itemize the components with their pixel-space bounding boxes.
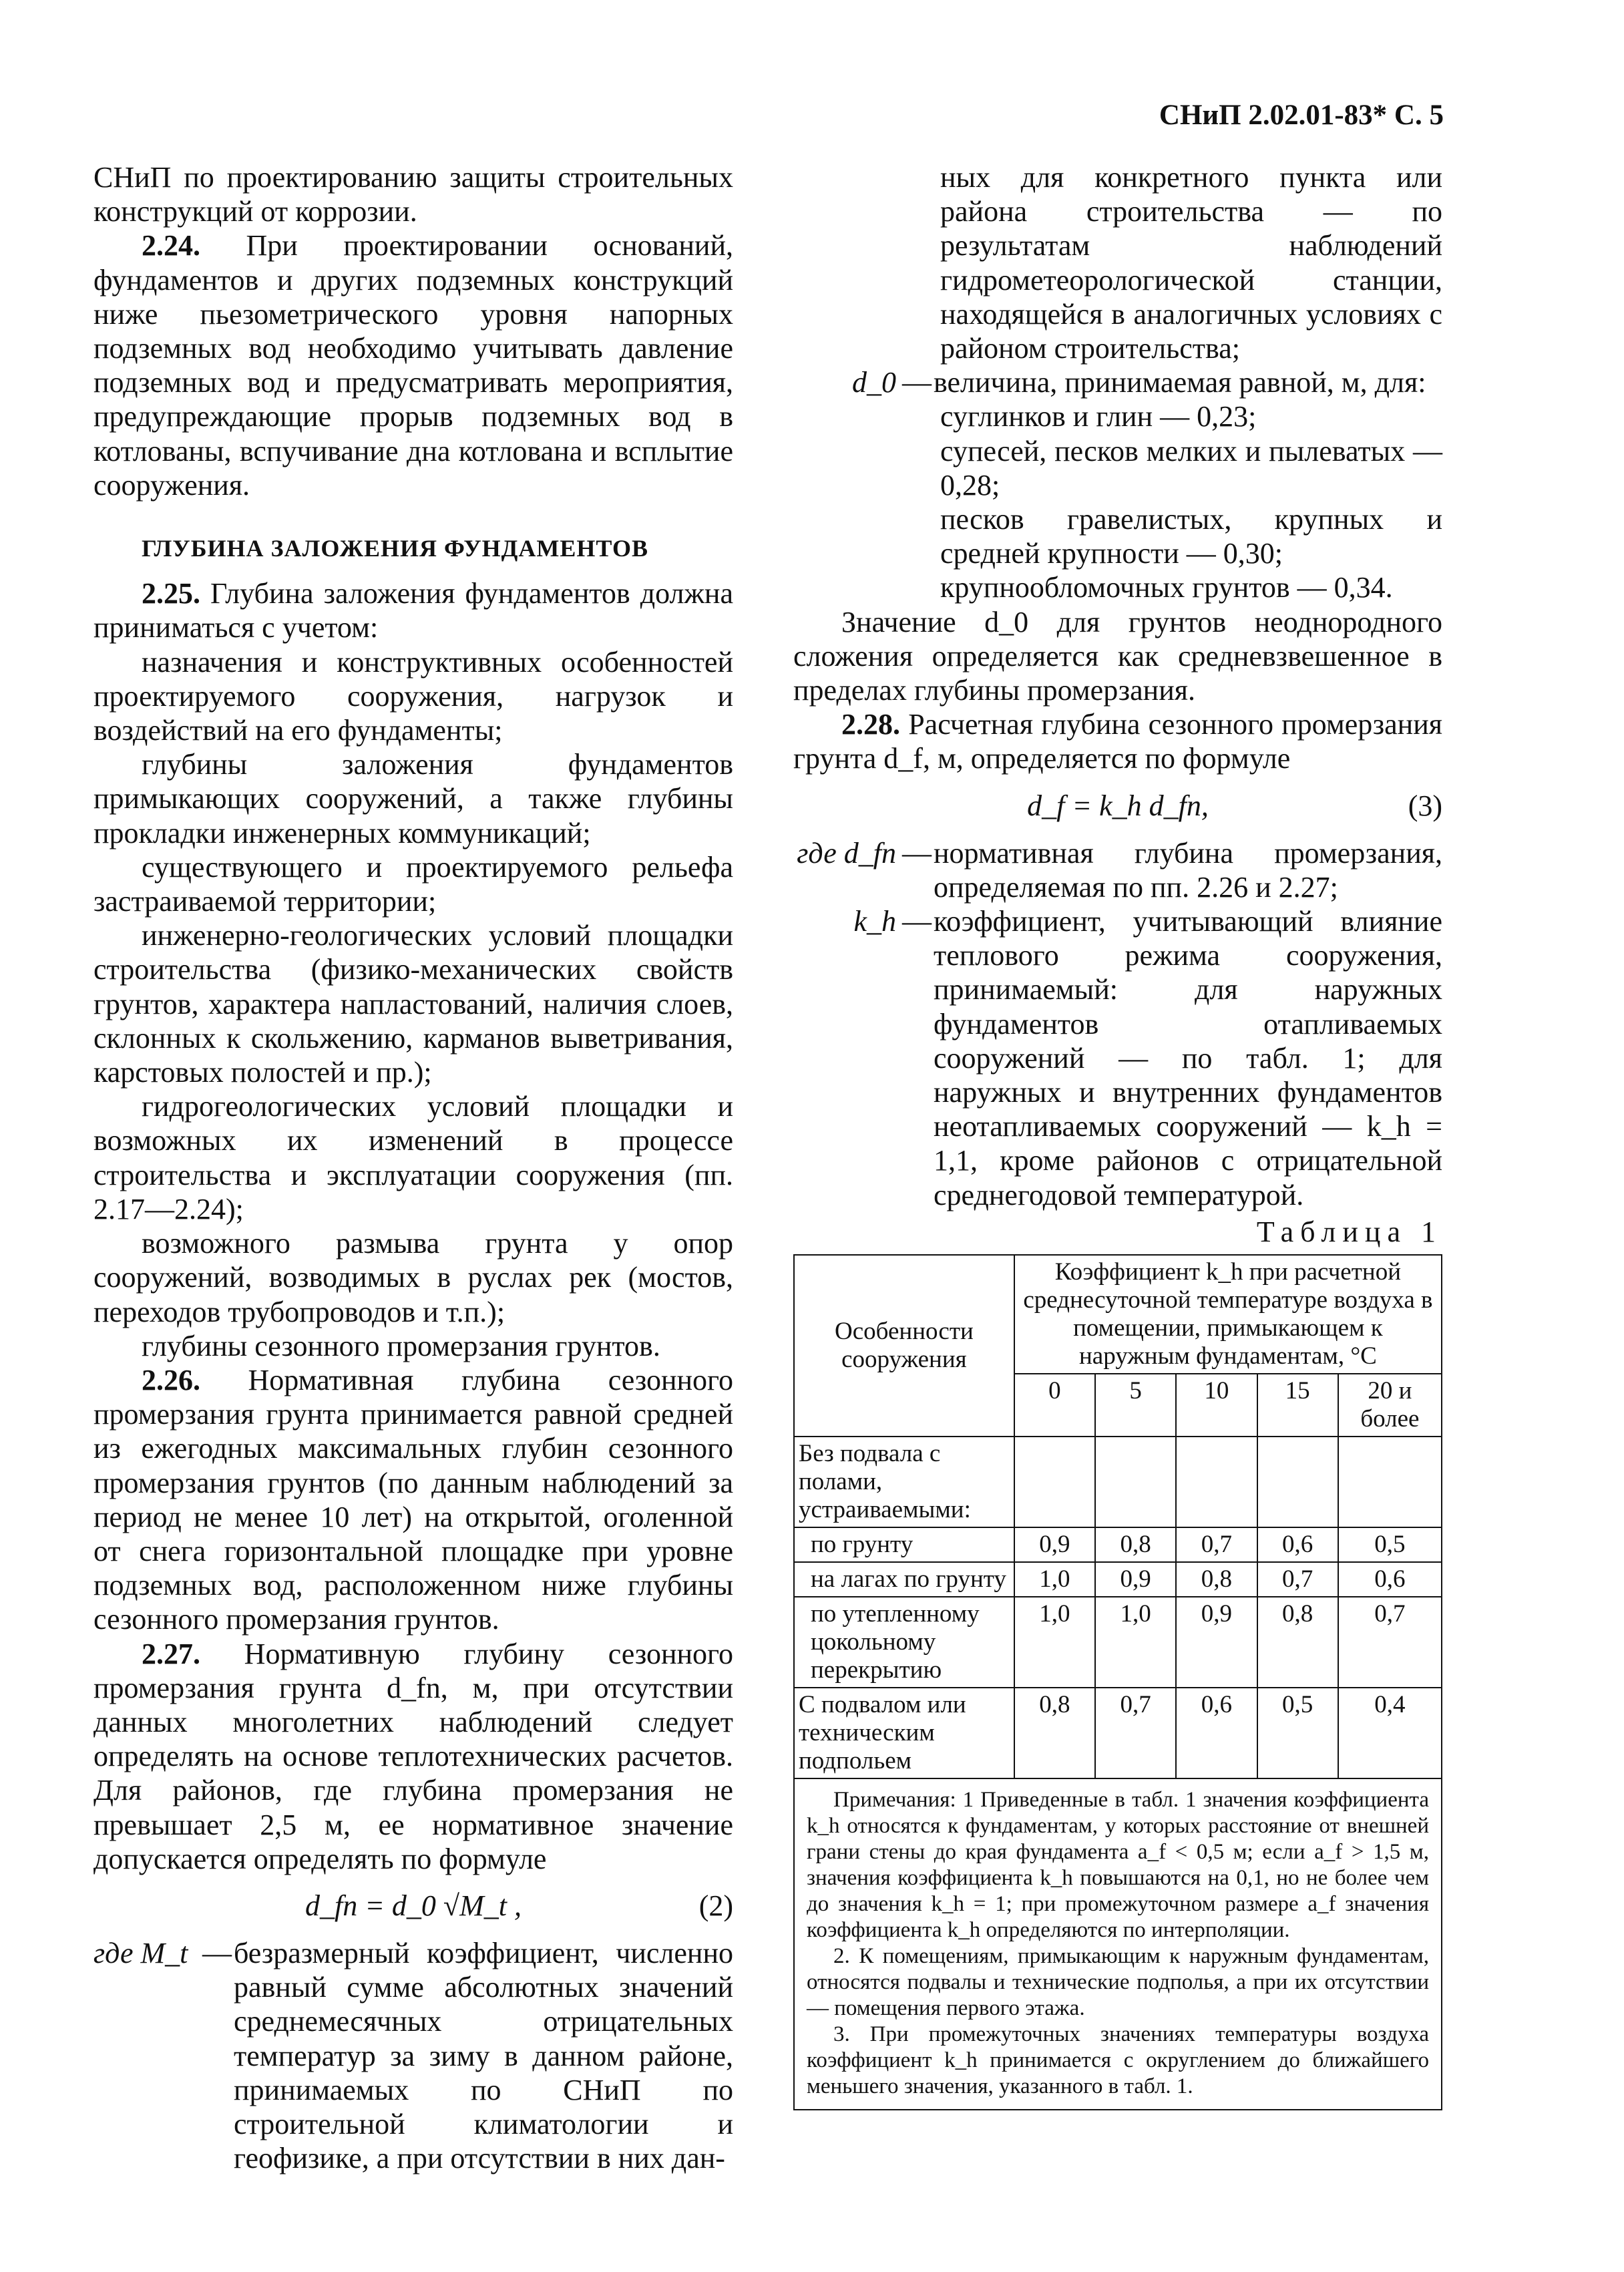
formula-3 (793, 783, 1442, 829)
table-group-label: Без подвала с полами, устраиваемыми: (794, 1437, 1014, 1527)
table-row (794, 1688, 1442, 1778)
note-2: 2. К помещениям, примыкающим к наружным фундаментам, относятся подвалы и технические подполья, а при их отсутствии — помещения первого этажа. (807, 1944, 1429, 2021)
table-row-label: по утепленному цокольному перекрытию (794, 1597, 1014, 1688)
clause-text: Нормативная глубина сезонного промерзания грунта принимается равной средней из ежегодных максимальных глубин сезонного промерзания грунтов (по данным наблюдений за период не менее 10 лет) на открытой, оголенной от снега горизонтальной площадке при уровне подземных вод, расположенном ниже глубины сезонного промерзания грунтов. (93, 1363, 733, 1636)
clause-number: 2.27. (142, 1637, 200, 1670)
left-column (93, 160, 733, 2175)
table-notes (793, 1779, 1442, 2110)
table-caption: Таблица 1 (1256, 1215, 1442, 1248)
list-item: глубины заложения фундаментов примыкающих сооружений, а также глубины прокладки инженерных коммуникаций; (93, 748, 733, 849)
table-cell: 0,9 (1014, 1527, 1095, 1562)
clause-2-27 (93, 1637, 733, 1876)
table-cell: 0,7 (1176, 1527, 1257, 1562)
definition-dash: — (902, 836, 932, 870)
clause-2-28 (793, 707, 1442, 775)
clause-text: Расчетная глубина сезонного промерзания грунта d_f, м, определяется по формуле (793, 708, 1442, 775)
table-row-label: С подвалом или техническим подпольем (794, 1688, 1014, 1778)
formula-2 (93, 1883, 733, 1929)
d0-item: супесей, песков мелких и пылеватых — 0,28; (940, 434, 1442, 502)
column-header-temp: 20 и более (1338, 1374, 1442, 1437)
definition-symbol: где d_fn (797, 836, 896, 870)
column-header-temp: 10 (1176, 1374, 1257, 1437)
table-cell: 0,6 (1257, 1527, 1338, 1562)
clause-number: 2.25. (142, 577, 200, 610)
paragraph-d0: Значение d_0 для грунтов неоднородного сложения определяется как средневзвешенное в пределах глубины промерзания. (793, 605, 1442, 707)
table-row (794, 1562, 1442, 1597)
table-cell: 0,7 (1257, 1562, 1338, 1597)
table-header-row (794, 1255, 1442, 1374)
table-row (794, 1527, 1442, 1562)
formula-expression: d_fn = d_0 √M_t , (305, 1889, 522, 1922)
definition-symbol: d_0 (852, 366, 896, 399)
definition-list (93, 1936, 733, 2175)
table-cell: 0,9 (1095, 1562, 1176, 1597)
column-header-structure: Особенности сооружения (794, 1255, 1014, 1437)
formula-number: (2) (698, 1889, 733, 1922)
clause-number: 2.28. (841, 708, 900, 741)
note-1: Примечания: 1 Приведенные в табл. 1 значения коэффициента k_h относятся к фундаментам, у которых расстояние от внешней грани стены до края фундамента a_f < 0,5 м; если a_f > 1,5 м, значения коэффициента k_h повышаются на 0,1, но не более чем до значения k_h = 1; при промежуточном размере a_f значения коэффициента k_h определяются по интерполяции. (807, 1788, 1429, 1943)
definition-dash: — (202, 1936, 232, 1969)
definition-dfn (793, 836, 1442, 904)
definition-kh (793, 904, 1442, 1212)
definition-continuation: ных для конкретного пункта или района строительства — по результатам наблюдений гидрометеорологической станции, находящейся в аналогичных условиях с районом строительства; (940, 161, 1442, 365)
definition-dash: — (902, 905, 932, 938)
table-row-label: по грунту (794, 1527, 1014, 1562)
table-cell: 0,5 (1338, 1527, 1442, 1562)
page-header: СНиП 2.02.01-83* С. 5 (1159, 100, 1444, 131)
list-item: возможного размыва грунта у опор сооружений, возводимых в руслах рек (мостов, переходов трубопроводов и т.п.); (93, 1227, 733, 1328)
table-row (794, 1437, 1442, 1527)
right-column (793, 160, 1442, 2110)
definition-mt (93, 1936, 733, 2175)
table-cell: 0,7 (1338, 1597, 1442, 1688)
formula-expression: d_f = k_h d_fn, (1027, 789, 1209, 822)
table-row-label: на лагах по грунту (794, 1562, 1014, 1597)
table-cell: 0,4 (1338, 1688, 1442, 1778)
list-item: существующего и проектируемого рельефа застраиваемой территории; (93, 850, 733, 918)
section-heading: ГЛУБИНА ЗАЛОЖЕНИЯ ФУНДАМЕНТОВ (142, 535, 648, 562)
table-cell: 0,8 (1176, 1562, 1257, 1597)
table-cell: 1,0 (1095, 1597, 1176, 1688)
table-row (794, 1597, 1442, 1688)
clause-text: При проектировании оснований, фундаментов и других подземных конструкций ниже пьезометрического уровня напорных подземных вод необходимо учитывать давление подземных вод и предусматривать мероприятия, предупреждающие прорыв подземных вод в котлованы, вспучивание дна котлована и всплытие сооружения. (93, 229, 733, 502)
column-header-group: Коэффициент k_h при расчетной среднесуточной температуре воздуха в помещении, примыкающем к наружным фундаментам, °С (1014, 1255, 1442, 1374)
list-item: назначения и конструктивных особенностей проектируемого сооружения, нагрузок и воздействий на его фундаменты; (93, 645, 733, 747)
list-item: инженерно-геологических условий площадки строительства (физико-механических свойств грунтов, характера напластований, наличия слоев, склонных к скольжению, карманов выветривания, карстовых полостей и пр.); (93, 919, 733, 1089)
table-cell: 1,0 (1014, 1597, 1095, 1688)
table-cell: 0,8 (1257, 1597, 1338, 1688)
definition-dash: — (902, 366, 932, 399)
d0-item: суглинков и глин — 0,23; (940, 400, 1257, 433)
clause-2-26 (93, 1363, 733, 1637)
table-cell: 0,5 (1257, 1688, 1338, 1778)
d0-item: крупнообломочных грунтов — 0,34. (940, 571, 1393, 604)
clause-text: Нормативную глубину сезонного промерзания грунта d_fn, м, при отсутствии данных многолетних наблюдений следует определять на основе теплотехнических расчетов. Для районов, где глубина промерзания не превышает 2,5 м, ее нормативное значение допускается определять по формуле (93, 1637, 733, 1875)
definition-symbol: k_h (853, 905, 896, 938)
coefficient-table (793, 1254, 1442, 1779)
table-cell: 0,9 (1176, 1597, 1257, 1688)
column-header-temp: 5 (1095, 1374, 1176, 1437)
definition-text: нормативная глубина промерзания, определяемая по пп. 2.26 и 2.27; (934, 836, 1442, 904)
table-cell: 0,8 (1095, 1527, 1176, 1562)
table-cell: 1,0 (1014, 1562, 1095, 1597)
list-item: гидрогеологических условий площадки и возможных их изменений в процессе строительства и эксплуатации сооружения (пп. 2.17—2.24); (93, 1090, 733, 1225)
clause-number: 2.24. (142, 229, 200, 262)
table-cell: 0,6 (1176, 1688, 1257, 1778)
clause-number: 2.26. (142, 1363, 200, 1396)
clause-text: Глубина заложения фундаментов должна приниматься с учетом: (93, 577, 733, 644)
column-header-temp: 0 (1014, 1374, 1095, 1437)
definition-d0 (793, 365, 1442, 399)
definition-symbol: где M_t (93, 1936, 188, 1969)
definition-text: безразмерный коэффициент, численно равный сумме абсолютных значений среднемесячных отрицательных температур за зиму в данном районе, принимаемых по СНиП по строительной климатологии и геофизике, а при отсутствии в них дан- (234, 1936, 733, 2175)
table-cell: 0,8 (1014, 1688, 1095, 1778)
definition-text: коэффициент, учитывающий влияние теплового режима сооружения, принимаемый: для наружных фундаментов отапливаемых сооружений — по табл. 1; для наружных и внутренних фундаментов неотапливаемых сооружений — k_h = 1,1, кроме районов с отрицательной среднегодовой температурой. (934, 905, 1442, 1211)
table-cell: 0,6 (1338, 1562, 1442, 1597)
column-header-temp: 15 (1257, 1374, 1338, 1437)
clause-2-25 (93, 576, 733, 644)
definition-text: величина, принимаемая равной, м, для: (934, 366, 1426, 399)
note-3: 3. При промежуточных значениях температуры воздуха коэффициент k_h принимается с округлением до ближайшего меньшего значения, указанного в табл. 1. (807, 2022, 1429, 2099)
formula-number: (3) (1408, 789, 1442, 822)
d0-item: песков гравелистых, крупных и средней крупности — 0,30; (940, 503, 1442, 570)
table-cell: 0,7 (1095, 1688, 1176, 1778)
list-item: глубины сезонного промерзания грунтов. (142, 1329, 660, 1362)
paragraph-cont: СНиП по проектированию защиты строительных конструкций от коррозии. (93, 161, 733, 228)
clause-2-24 (93, 228, 733, 502)
